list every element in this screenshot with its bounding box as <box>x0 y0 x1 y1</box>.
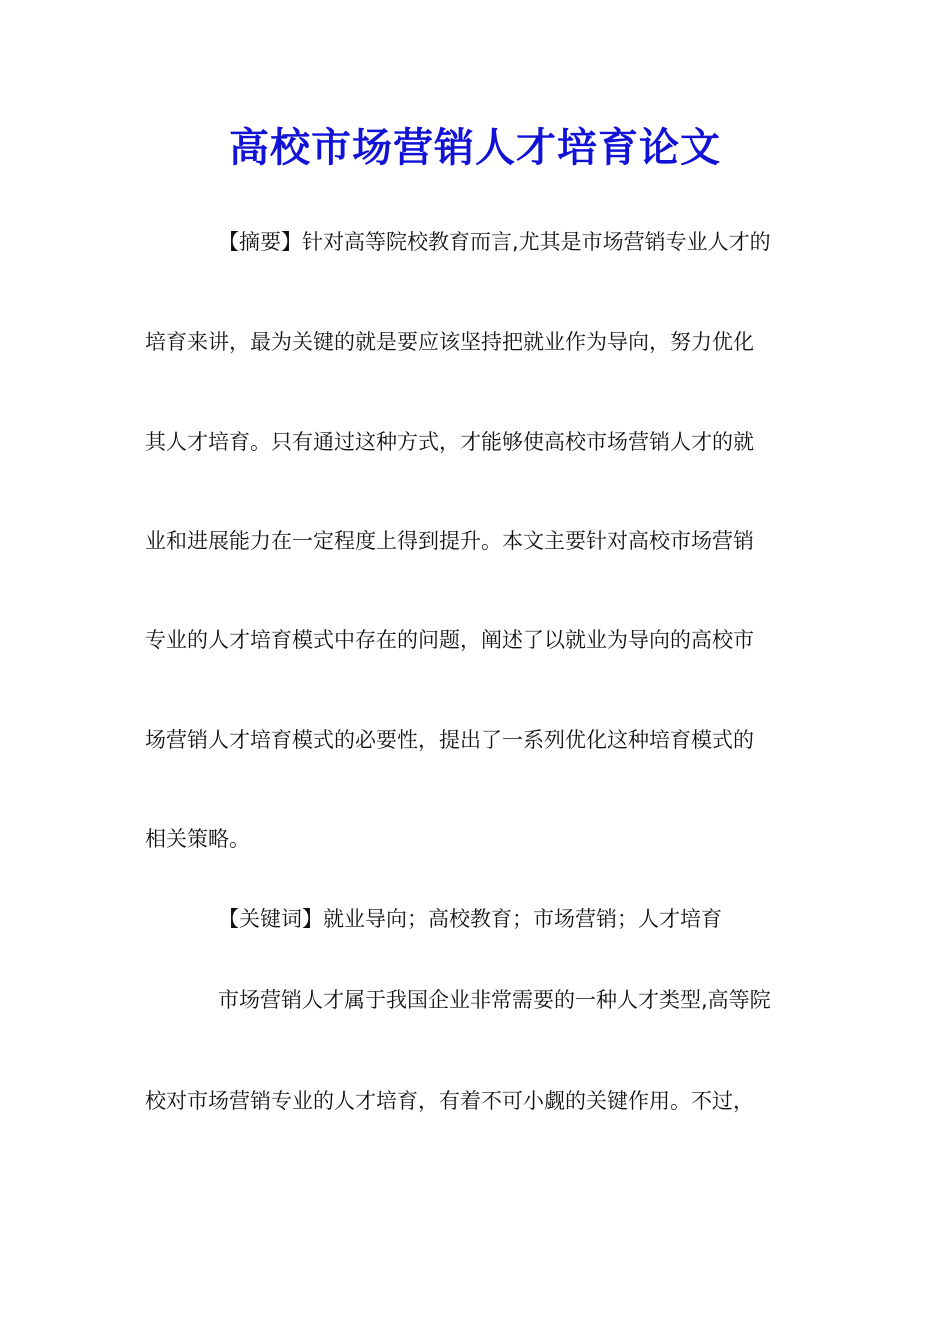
abstract-line: 培育来讲，最为关键的就是要应该坚持把就业作为导向，努力优化 <box>145 330 754 354</box>
abstract-line: 场营销人才培育模式的必要性，提出了一系列优化这种培育模式的 <box>145 728 754 752</box>
body-paragraph-line: 校对市场营销专业的人才培育，有着不可小觑的关键作用。不过， <box>145 1089 754 1113</box>
abstract-line: 业和进展能力在一定程度上得到提升。本文主要针对高校市场营销 <box>145 529 754 553</box>
abstract-line: 其人才培育。只有通过这种方式，才能够使高校市场营销人才的就 <box>145 430 754 454</box>
body-paragraph-line: 市场营销人才属于我国企业非常需要的一种人才类型,高等院 <box>218 988 771 1012</box>
keywords-line: 【关键词】就业导向；高校教育；市场营销；人才培育 <box>218 907 722 931</box>
abstract-line: 相关策略。 <box>145 827 250 851</box>
abstract-line: 【摘要】针对高等院校教育而言,尤其是市场营销专业人才的 <box>218 230 771 254</box>
abstract-line: 专业的人才培育模式中存在的问题，阐述了以就业为导向的高校市 <box>145 628 754 652</box>
document-title: 高校市场营销人才培育论文 <box>229 124 721 171</box>
